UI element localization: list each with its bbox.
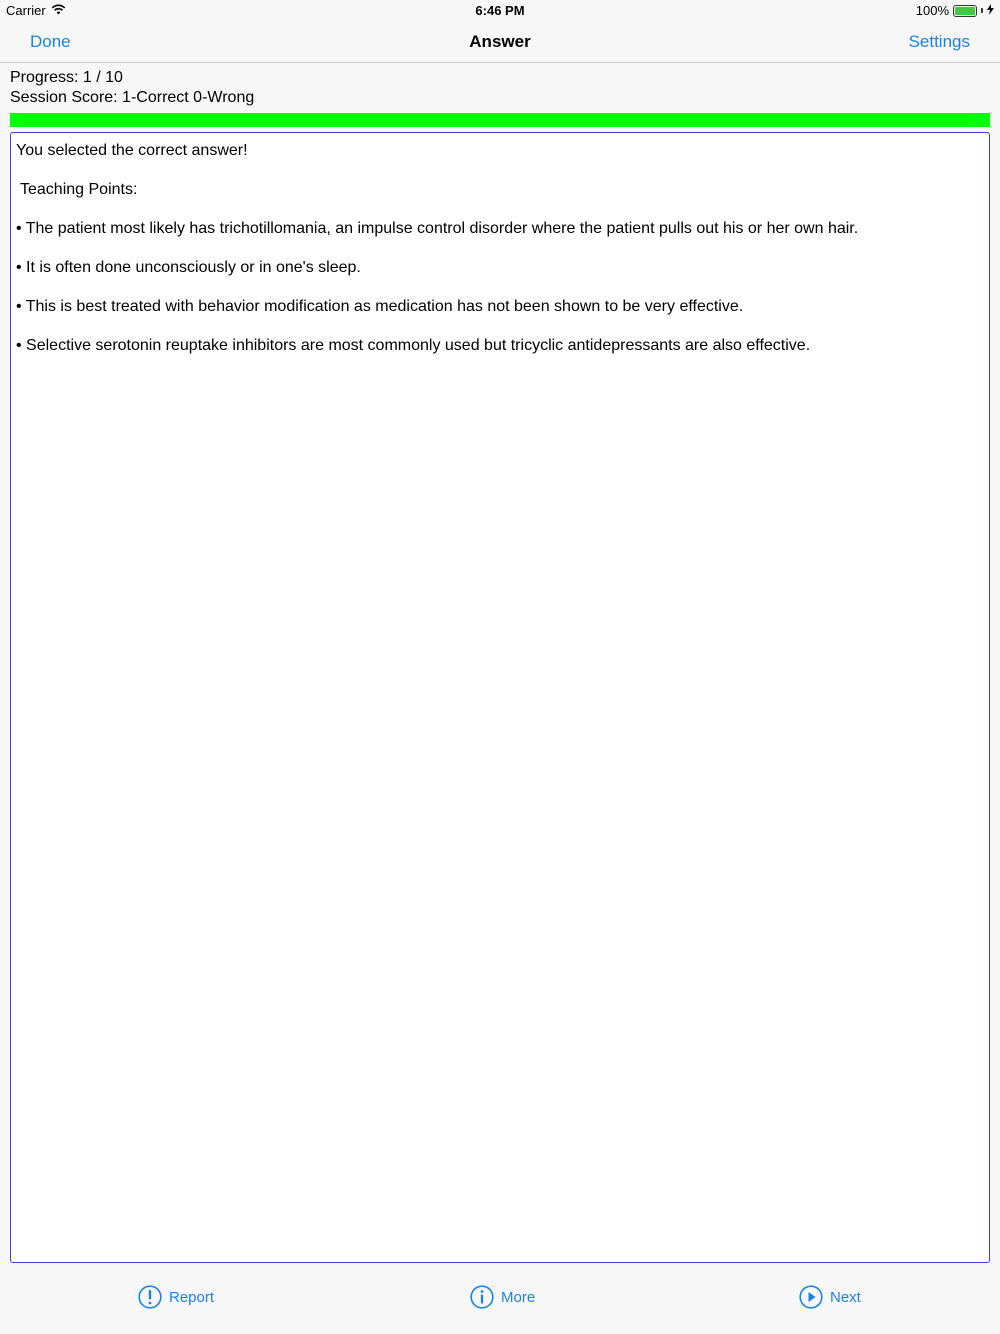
play-circle-icon — [799, 1285, 823, 1309]
battery-icon — [953, 5, 977, 17]
report-label: Report — [169, 1288, 215, 1306]
teaching-point: • Selective serotonin reuptake inhibitors are most commonly used but tricyclic antidepressants are also effective. — [16, 337, 811, 354]
report-button[interactable] — [138, 1285, 214, 1309]
page-title: Answer — [469, 32, 531, 51]
answer-text-view[interactable] — [10, 132, 990, 1263]
battery-tip — [981, 8, 983, 13]
status-right — [916, 3, 994, 18]
bottom-toolbar — [0, 1266, 1000, 1334]
done-button[interactable]: Done — [30, 32, 71, 51]
info-circle-icon — [470, 1285, 494, 1309]
more-button[interactable] — [470, 1285, 535, 1309]
session-info — [10, 68, 254, 108]
status-time: 6:46 PM — [475, 3, 525, 18]
carrier-label: Carrier — [6, 3, 46, 18]
teaching-points-heading: Teaching Points: — [20, 181, 138, 198]
session-score-text: Session Score: 1-Correct 0-Wrong — [10, 89, 255, 106]
progress-text: Progress: 1 / 10 — [10, 69, 123, 86]
answer-result: You selected the correct answer! — [16, 142, 248, 159]
teaching-point: • It is often done unconsciously or in one's sleep. — [16, 259, 361, 276]
status-bar — [0, 0, 1000, 22]
teaching-point: • This is best treated with behavior modification as medication has not been shown to be very effective. — [16, 298, 744, 315]
progress-bar — [10, 113, 990, 127]
charging-icon — [987, 3, 994, 18]
navigation-bar — [0, 22, 1000, 63]
more-label: More — [501, 1288, 536, 1306]
exclamation-circle-icon — [138, 1285, 162, 1309]
next-label: Next — [830, 1288, 861, 1306]
settings-button[interactable]: Settings — [908, 32, 970, 51]
progress-bar-fill — [10, 113, 990, 127]
teaching-point: • The patient most likely has trichotillomania, an impulse control disorder where the patient pulls out his or her own hair. — [16, 220, 859, 237]
battery-percent: 100% — [915, 3, 949, 18]
next-button[interactable] — [799, 1285, 861, 1309]
